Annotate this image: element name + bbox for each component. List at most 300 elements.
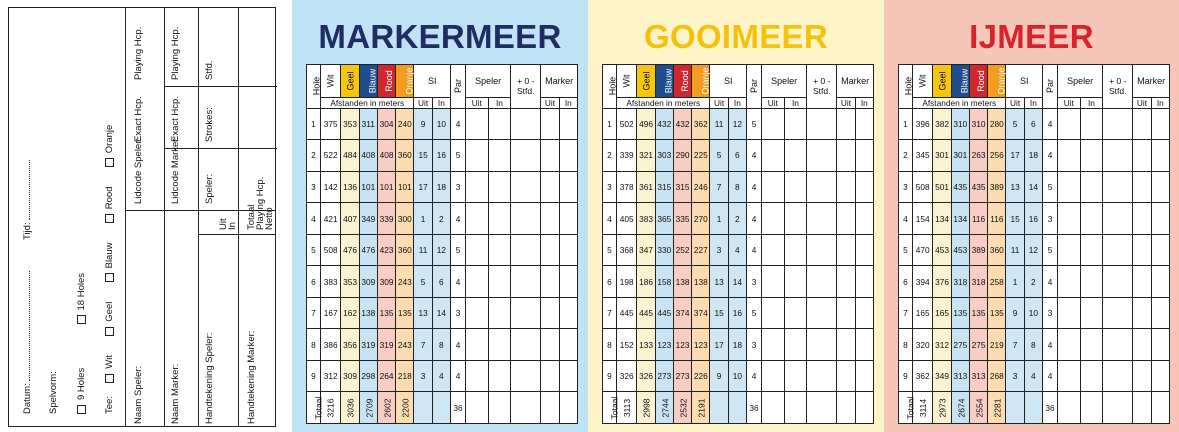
distance-wit: 421 xyxy=(320,203,340,235)
marker-uit-input[interactable] xyxy=(837,266,855,298)
marker-uit-input[interactable] xyxy=(1133,171,1151,203)
stfd-input[interactable] xyxy=(511,171,541,203)
total-rood xyxy=(969,392,987,424)
marker-uit-input[interactable] xyxy=(541,171,559,203)
marker-uit-input[interactable] xyxy=(1133,266,1151,298)
si-in: 18 xyxy=(728,329,746,361)
marker-in-input[interactable] xyxy=(559,329,577,361)
distance-rood: 309 xyxy=(377,266,395,298)
speler-uit-input[interactable] xyxy=(466,329,489,361)
total-geel-value: 2973 xyxy=(937,398,948,418)
stfd-input[interactable] xyxy=(511,297,541,329)
marker-uit-input[interactable] xyxy=(541,203,559,235)
speler-in-input[interactable] xyxy=(1080,140,1103,172)
hole-number: 3 xyxy=(899,171,913,203)
marker-in-input[interactable] xyxy=(855,329,873,361)
hole-row xyxy=(307,329,578,361)
marker-in-input[interactable] xyxy=(559,360,577,392)
speler-in-input[interactable] xyxy=(1080,360,1103,392)
marker-label: Marker xyxy=(545,75,574,86)
tee-blauw-label: Blauw xyxy=(104,242,116,269)
distance-blauw: 435 xyxy=(951,171,969,203)
hole-number: 6 xyxy=(603,266,617,298)
datum-label: Datum: xyxy=(22,383,33,414)
marker-uit-input[interactable] xyxy=(837,297,855,329)
stfd-input[interactable] xyxy=(1103,108,1133,140)
speler-in-input[interactable] xyxy=(1080,234,1103,266)
distance-rood: 319 xyxy=(377,329,395,361)
stfd-total-input[interactable] xyxy=(1103,392,1133,424)
distance-geel: 353 xyxy=(341,108,359,140)
marker-uit-input[interactable] xyxy=(1133,140,1151,172)
marker-in-input[interactable] xyxy=(559,108,577,140)
distance-blauw: 273 xyxy=(655,360,673,392)
si-uit: 11 xyxy=(710,108,728,140)
tijd-line[interactable] xyxy=(29,160,30,220)
marker-label: Marker xyxy=(841,75,870,86)
panel-divider xyxy=(238,234,276,235)
speler-uit-input[interactable] xyxy=(1058,329,1081,361)
holes9-checkbox[interactable] xyxy=(77,405,86,414)
marker-in-input[interactable] xyxy=(1151,140,1169,172)
datum-field[interactable] xyxy=(23,271,33,414)
tee-wit-label: Wit xyxy=(621,74,632,88)
distance-rood: 423 xyxy=(377,234,395,266)
speler-in-input[interactable] xyxy=(1080,329,1103,361)
hole-number: 6 xyxy=(899,266,913,298)
speler-in-input[interactable] xyxy=(488,360,511,392)
marker-uit-header xyxy=(541,97,559,108)
si-in: 8 xyxy=(432,329,450,361)
marker-in-input[interactable] xyxy=(559,297,577,329)
distance-geel: 165 xyxy=(933,297,951,329)
distance-oranje: 227 xyxy=(692,234,710,266)
stfd-input[interactable] xyxy=(1103,203,1133,235)
si-uit: 1 xyxy=(1006,266,1024,298)
distance-oranje: 135 xyxy=(988,297,1006,329)
stfd-input[interactable] xyxy=(807,171,837,203)
hole-row xyxy=(307,140,578,172)
stfd-input[interactable] xyxy=(511,140,541,172)
marker-uit-input[interactable] xyxy=(541,234,559,266)
marker-uit-input[interactable] xyxy=(1133,329,1151,361)
speler-uit-input[interactable] xyxy=(466,140,489,172)
distance-geel: 353 xyxy=(341,266,359,298)
marker-in-input[interactable] xyxy=(559,266,577,298)
stfd-total-input[interactable] xyxy=(511,392,541,424)
speler-in-input[interactable] xyxy=(784,171,807,203)
tee-wit-label: Wit xyxy=(104,355,116,369)
hole-number: 9 xyxy=(307,360,321,392)
distance-rood: 335 xyxy=(673,203,691,235)
distance-geel: 133 xyxy=(637,329,655,361)
afstanden-header xyxy=(320,97,413,108)
marker-uit-input[interactable] xyxy=(541,140,559,172)
si-in: 14 xyxy=(1024,171,1042,203)
par-value: 5 xyxy=(747,297,762,329)
tee-geel-checkbox[interactable] xyxy=(105,327,114,336)
speler-in-input[interactable] xyxy=(784,234,807,266)
tee-oranje-label: Oranje xyxy=(700,67,711,95)
total-wit xyxy=(912,392,932,424)
speler-in-input[interactable] xyxy=(784,329,807,361)
speler-in-input[interactable] xyxy=(1080,108,1103,140)
speler-in-input[interactable] xyxy=(488,171,511,203)
speler-uit-input[interactable] xyxy=(1058,203,1081,235)
stfd-input[interactable] xyxy=(1103,171,1133,203)
marker-uit-input[interactable] xyxy=(1133,108,1151,140)
marker-in-input[interactable] xyxy=(1151,360,1169,392)
distance-geel: 496 xyxy=(637,108,655,140)
stfd-input[interactable] xyxy=(807,234,837,266)
marker-uit-total-input[interactable] xyxy=(541,392,559,424)
panel-divider xyxy=(198,8,199,426)
stfd-input[interactable] xyxy=(1103,329,1133,361)
speler-uit-input[interactable] xyxy=(762,297,785,329)
speler-in-input[interactable] xyxy=(1080,171,1103,203)
marker-uit-input[interactable] xyxy=(1133,297,1151,329)
marker-uit-input[interactable] xyxy=(541,297,559,329)
tee-blauw-checkbox[interactable] xyxy=(105,273,114,282)
speler-uit-input[interactable] xyxy=(762,171,785,203)
speler-uit-input[interactable] xyxy=(1058,297,1081,329)
stfd-input[interactable] xyxy=(807,140,837,172)
total-geel-value: 2998 xyxy=(641,398,652,418)
distance-wit: 368 xyxy=(616,234,636,266)
uit-label: Uit xyxy=(840,97,852,108)
speler-in-input[interactable] xyxy=(784,108,807,140)
tee-geel-header xyxy=(933,65,951,98)
stfd-input[interactable] xyxy=(807,329,837,361)
speler-in-input[interactable] xyxy=(784,297,807,329)
hole-number: 7 xyxy=(307,297,321,329)
si-uit: 1 xyxy=(414,203,432,235)
speler-in-input[interactable] xyxy=(1080,203,1103,235)
marker-uit-input[interactable] xyxy=(837,203,855,235)
marker-in-input[interactable] xyxy=(855,297,873,329)
si-in-header xyxy=(432,97,450,108)
marker-in-input[interactable] xyxy=(855,140,873,172)
tee-oranje-checkbox[interactable] xyxy=(105,158,114,167)
speler-uit-input[interactable] xyxy=(762,234,785,266)
par-value: 4 xyxy=(747,234,762,266)
tijd-field[interactable] xyxy=(23,160,33,240)
stfd-input[interactable] xyxy=(1103,297,1133,329)
speler-uit-input[interactable] xyxy=(466,360,489,392)
speler-in-input[interactable] xyxy=(784,360,807,392)
tee-wit-checkbox[interactable] xyxy=(105,374,114,383)
si-uit: 9 xyxy=(414,108,432,140)
marker-in-total-input[interactable] xyxy=(1151,392,1169,424)
marker-in-input[interactable] xyxy=(855,171,873,203)
total-blauw xyxy=(655,392,673,424)
distance-blauw: 135 xyxy=(951,297,969,329)
tee-geel-label: Geel xyxy=(104,301,116,322)
speler-uit-input[interactable] xyxy=(466,234,489,266)
speler-uit-input[interactable] xyxy=(1058,234,1081,266)
speler-uit-input[interactable] xyxy=(762,329,785,361)
speler-uit-input[interactable] xyxy=(1058,171,1081,203)
marker-uit-total-input[interactable] xyxy=(837,392,855,424)
distance-blauw: 432 xyxy=(655,108,673,140)
speler-uit-input[interactable] xyxy=(466,266,489,298)
speler-in-total-input[interactable] xyxy=(1080,392,1103,424)
hole-row xyxy=(899,108,1170,140)
speler-in-input[interactable] xyxy=(784,203,807,235)
par-value: 4 xyxy=(1043,140,1058,172)
tee-blauw-header xyxy=(359,65,377,98)
total-blauw-value: 2674 xyxy=(956,398,967,418)
speler-label: Speler xyxy=(771,75,798,86)
stfd-input[interactable] xyxy=(1103,266,1133,298)
speler-uit-input[interactable] xyxy=(466,171,489,203)
distance-wit: 502 xyxy=(616,108,636,140)
hole-row xyxy=(307,171,578,203)
marker-uit-input[interactable] xyxy=(837,108,855,140)
tee-blauw-label: Blauw xyxy=(958,68,969,94)
marker-uit-input[interactable] xyxy=(541,108,559,140)
si-in: 10 xyxy=(1024,297,1042,329)
marker-in-input[interactable] xyxy=(1151,329,1169,361)
totaal-label: Totaal xyxy=(905,396,916,420)
stfd-input[interactable] xyxy=(807,266,837,298)
marker-in-input[interactable] xyxy=(559,234,577,266)
marker-uit-input[interactable] xyxy=(541,266,559,298)
speler-in-input[interactable] xyxy=(784,266,807,298)
distance-rood: 135 xyxy=(969,297,987,329)
tee-label: Tee: xyxy=(104,396,116,414)
hole-row xyxy=(899,266,1170,298)
marker-in-input[interactable] xyxy=(855,108,873,140)
marker-in-input[interactable] xyxy=(855,360,873,392)
distance-oranje: 240 xyxy=(396,108,414,140)
stfd-input[interactable] xyxy=(807,108,837,140)
stfd-input[interactable] xyxy=(511,203,541,235)
speler-uit-input[interactable] xyxy=(762,140,785,172)
speler-uit-input[interactable] xyxy=(762,108,785,140)
marker-uit-input[interactable] xyxy=(837,171,855,203)
stfd-input[interactable] xyxy=(807,360,837,392)
hole-number: 6 xyxy=(307,266,321,298)
panel-divider xyxy=(164,86,277,87)
stfd-input[interactable] xyxy=(1103,360,1133,392)
marker-in-input[interactable] xyxy=(855,234,873,266)
si-uit: 11 xyxy=(1006,234,1024,266)
marker-in-input[interactable] xyxy=(559,203,577,235)
speler-in-input[interactable] xyxy=(1080,266,1103,298)
distance-wit: 339 xyxy=(616,140,636,172)
tee-wit-label: Wit xyxy=(917,74,928,88)
marker-in-input[interactable] xyxy=(1151,108,1169,140)
par-value: 5 xyxy=(747,108,762,140)
si-in: 10 xyxy=(728,360,746,392)
par-label: Par xyxy=(749,79,760,94)
hole-row xyxy=(899,140,1170,172)
panel-divider xyxy=(198,234,238,235)
distance-wit: 165 xyxy=(912,297,932,329)
speler-in-header xyxy=(784,97,807,108)
marker-uit-input[interactable] xyxy=(837,360,855,392)
distance-geel: 484 xyxy=(341,140,359,172)
distance-geel: 186 xyxy=(637,266,655,298)
speler-in-input[interactable] xyxy=(784,140,807,172)
speler-uit-input[interactable] xyxy=(762,266,785,298)
speler-uit-input[interactable] xyxy=(1058,360,1081,392)
handtekening-marker-label: Handtekening Marker: xyxy=(246,330,257,424)
hole-number: 5 xyxy=(603,234,617,266)
stfd-input[interactable] xyxy=(807,297,837,329)
stfd-input[interactable] xyxy=(1103,234,1133,266)
speler-uit-input[interactable] xyxy=(762,360,785,392)
marker-uit-input[interactable] xyxy=(1133,203,1151,235)
stfd-total-input[interactable] xyxy=(807,392,837,424)
marker-in-input[interactable] xyxy=(559,171,577,203)
speler-in-input[interactable] xyxy=(488,266,511,298)
speler-uit-input[interactable] xyxy=(1058,266,1081,298)
marker-uit-input[interactable] xyxy=(837,234,855,266)
speler-uit-total-input[interactable] xyxy=(466,392,489,424)
si-in: 4 xyxy=(432,360,450,392)
distance-wit: 142 xyxy=(320,171,340,203)
distance-blauw: 275 xyxy=(951,329,969,361)
marker-in-input[interactable] xyxy=(855,203,873,235)
distance-rood: 408 xyxy=(377,140,395,172)
tee-geel-label: Geel xyxy=(641,71,652,91)
par-value: 5 xyxy=(451,140,466,172)
si-in: 2 xyxy=(728,203,746,235)
speler-in-input[interactable] xyxy=(488,234,511,266)
distance-geel: 476 xyxy=(341,234,359,266)
marker-uit-input[interactable] xyxy=(837,140,855,172)
total-oranje-value: 2191 xyxy=(696,398,707,418)
marker-in-input[interactable] xyxy=(1151,171,1169,203)
marker-uit-input[interactable] xyxy=(837,329,855,361)
si-uit: 13 xyxy=(710,266,728,298)
distance-oranje: 138 xyxy=(692,266,710,298)
marker-in-input[interactable] xyxy=(1151,203,1169,235)
distance-wit: 445 xyxy=(616,297,636,329)
stfd-input[interactable] xyxy=(511,234,541,266)
speler-uit-input[interactable] xyxy=(1058,108,1081,140)
marker-in-input[interactable] xyxy=(1151,266,1169,298)
marker-in-total-input[interactable] xyxy=(559,392,577,424)
distance-oranje: 360 xyxy=(396,140,414,172)
holes18-checkbox[interactable] xyxy=(77,316,86,325)
distance-oranje: 243 xyxy=(396,266,414,298)
distance-wit: 320 xyxy=(912,329,932,361)
marker-in-input[interactable] xyxy=(1151,297,1169,329)
marker-in-input[interactable] xyxy=(855,266,873,298)
distance-rood: 435 xyxy=(969,171,987,203)
distance-blauw: 313 xyxy=(951,360,969,392)
in-label: In xyxy=(564,97,572,108)
speler-in-input[interactable] xyxy=(488,140,511,172)
speler-in-input[interactable] xyxy=(488,203,511,235)
tee-geel-label: Geel xyxy=(345,71,356,91)
marker-uit-input[interactable] xyxy=(1133,360,1151,392)
speler-uit-input[interactable] xyxy=(1058,140,1081,172)
marker-uit-header xyxy=(837,97,855,108)
distance-blauw: 158 xyxy=(655,266,673,298)
stfd-input[interactable] xyxy=(1103,140,1133,172)
stfd-input[interactable] xyxy=(511,329,541,361)
speler-uit-header xyxy=(466,97,489,108)
afstanden-label: Afstanden in meters xyxy=(330,97,405,108)
si-in: 8 xyxy=(728,171,746,203)
stfd-input[interactable] xyxy=(511,108,541,140)
marker-in-input[interactable] xyxy=(1151,234,1169,266)
speler-in-input[interactable] xyxy=(488,108,511,140)
speler-uit-total-input[interactable] xyxy=(762,392,785,424)
hole-row xyxy=(307,297,578,329)
stfd-input[interactable] xyxy=(807,203,837,235)
si-header xyxy=(1006,65,1043,98)
marker-uit-input[interactable] xyxy=(1133,234,1151,266)
speler-in-input[interactable] xyxy=(488,329,511,361)
distance-oranje: 258 xyxy=(988,266,1006,298)
distance-oranje: 256 xyxy=(988,140,1006,172)
si-uit: 1 xyxy=(710,203,728,235)
total-blauw-value: 2744 xyxy=(660,398,671,418)
tee-rood-checkbox[interactable] xyxy=(105,214,114,223)
marker-in-total-input[interactable] xyxy=(855,392,873,424)
tee-geel-header xyxy=(341,65,359,98)
distance-blauw: 134 xyxy=(951,203,969,235)
marker-in-input[interactable] xyxy=(559,140,577,172)
speler-uit-input[interactable] xyxy=(466,297,489,329)
speler-uit-input[interactable] xyxy=(762,203,785,235)
si-in: 4 xyxy=(1024,360,1042,392)
si-in: 14 xyxy=(728,266,746,298)
speler-in-input[interactable] xyxy=(1080,297,1103,329)
distance-blauw: 301 xyxy=(951,140,969,172)
speler-in-total-input[interactable] xyxy=(784,392,807,424)
speler-uit-total-input[interactable] xyxy=(1058,392,1081,424)
distance-rood: 290 xyxy=(673,140,691,172)
total-geel xyxy=(637,392,655,424)
marker-uit-input[interactable] xyxy=(541,360,559,392)
in-label: In xyxy=(1087,97,1095,108)
marker-uit-input[interactable] xyxy=(541,329,559,361)
speler-uit-input[interactable] xyxy=(466,203,489,235)
si-uit: 5 xyxy=(1006,108,1024,140)
si-uit: 15 xyxy=(710,297,728,329)
scorecard-table xyxy=(898,64,1170,424)
distance-geel: 162 xyxy=(341,297,359,329)
distance-oranje: 123 xyxy=(692,329,710,361)
speler-in-input[interactable] xyxy=(488,297,511,329)
stfd-header xyxy=(1103,65,1133,109)
si-in: 16 xyxy=(432,140,450,172)
holes-options xyxy=(77,273,87,414)
stfd-input[interactable] xyxy=(511,360,541,392)
speler-uit-input[interactable] xyxy=(466,108,489,140)
marker-uit-total-input[interactable] xyxy=(1133,392,1151,424)
datum-line[interactable] xyxy=(29,271,30,381)
distance-oranje: 360 xyxy=(988,234,1006,266)
naam-speler-label: Naam Speler: xyxy=(133,365,144,424)
distance-oranje: 268 xyxy=(988,360,1006,392)
distance-blauw: 318 xyxy=(951,266,969,298)
speler-in-total-input[interactable] xyxy=(488,392,511,424)
speler-label: Speler: xyxy=(204,173,215,204)
distance-wit: 383 xyxy=(320,266,340,298)
par-value: 4 xyxy=(1043,266,1058,298)
stfd-input[interactable] xyxy=(511,266,541,298)
afstanden-label: Afstanden in meters xyxy=(626,97,701,108)
distance-oranje: 218 xyxy=(396,360,414,392)
uit-label: Uit xyxy=(218,218,229,230)
